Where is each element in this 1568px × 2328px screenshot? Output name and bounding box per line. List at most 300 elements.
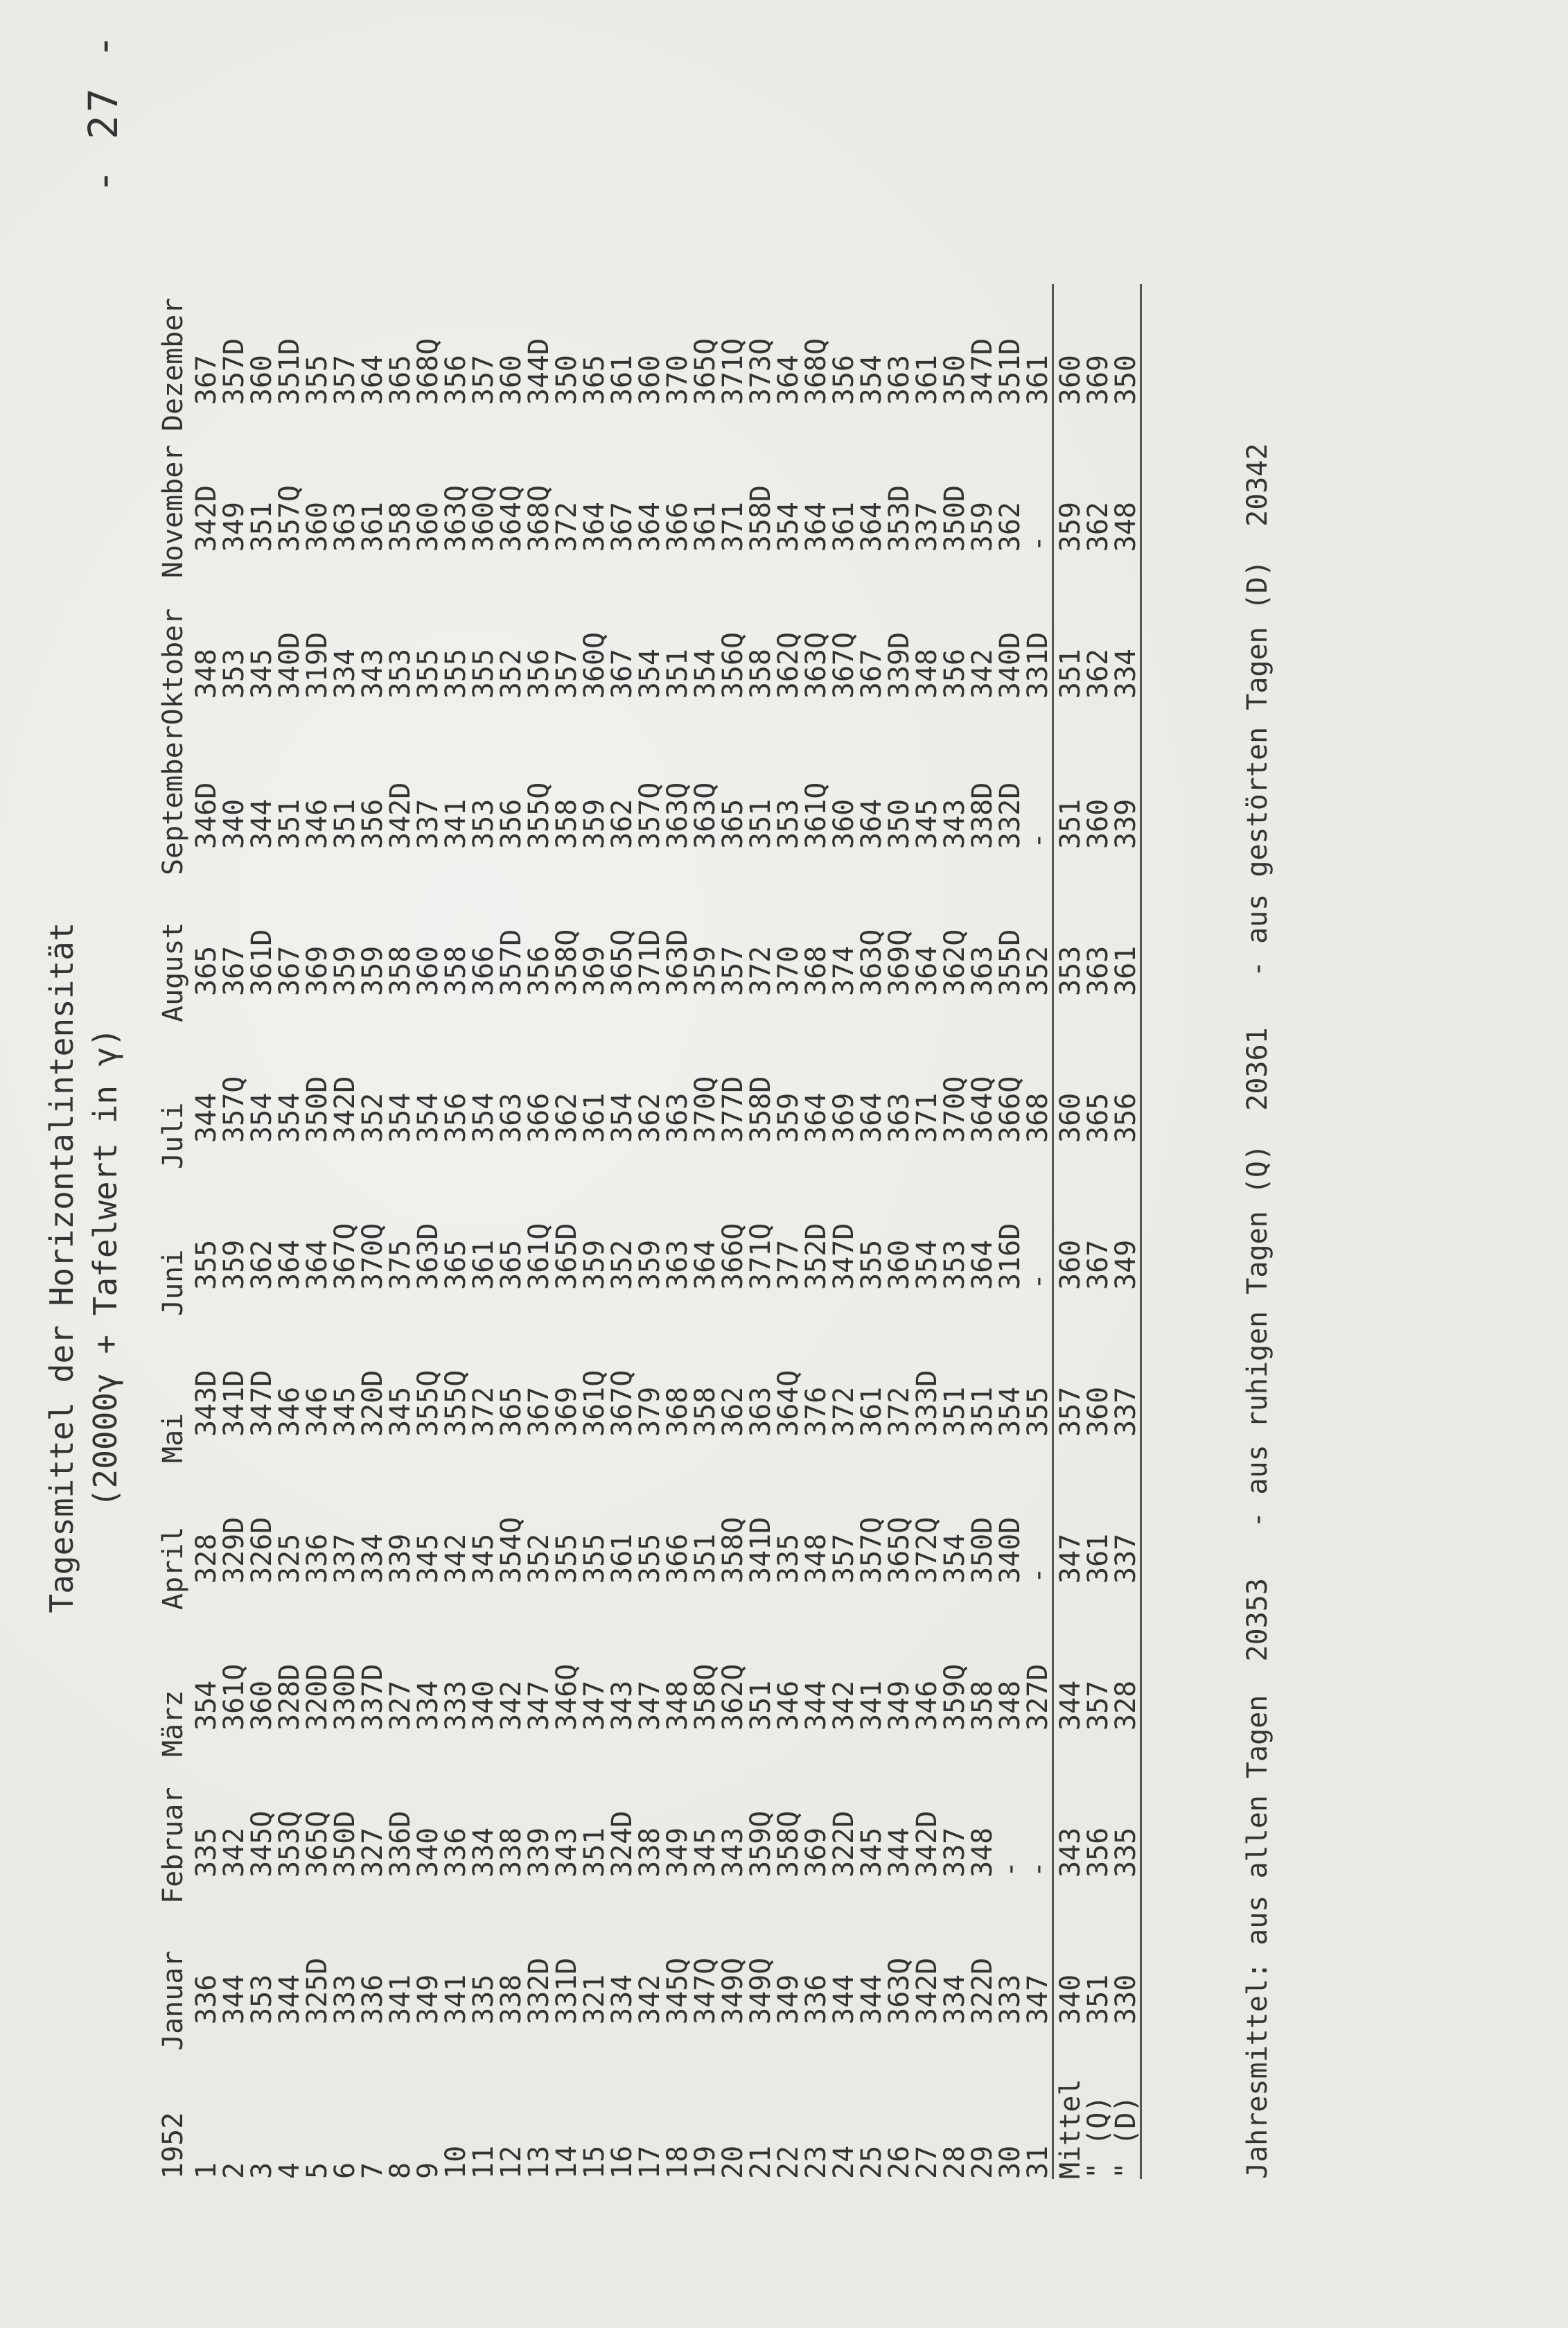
table-cell: 342 — [828, 1680, 860, 1731]
table-cell: 361Q — [579, 1369, 610, 1437]
table-cell: 336 — [357, 1974, 389, 2024]
table-cell: 335 — [1112, 1757, 1141, 1904]
table-cell: 360 — [412, 945, 444, 996]
table-cell: 345 — [246, 649, 278, 699]
table-cell: 357 — [1082, 1680, 1114, 1731]
table-cell: 344 — [828, 1974, 860, 2024]
table-cell: 361 — [579, 1092, 610, 1143]
table-cell: 347Q — [689, 1957, 721, 2024]
table-cell: 364 — [967, 1239, 998, 1290]
table-cell: 361 — [357, 502, 389, 552]
day-label: 10 — [440, 2145, 472, 2179]
table-cell: 361 — [468, 1239, 500, 1290]
table-cell: 354 — [939, 1533, 971, 1584]
table-cell: 359Q — [939, 1663, 971, 1731]
table-cell: 345 — [329, 1386, 361, 1437]
table-cell: 362Q — [773, 631, 804, 699]
table-cell: 355 — [856, 1239, 888, 1290]
table-cell: 329D — [218, 1516, 250, 1584]
table-cell: 364 — [357, 355, 389, 405]
table-cell: 364 — [856, 502, 888, 552]
table-cell: 358 — [967, 1680, 998, 1731]
table-cell: 357Q — [856, 1516, 888, 1584]
day-label: 31 — [1022, 2145, 1054, 2179]
table-cell: 343 — [1053, 1757, 1085, 1904]
table-cell: 370Q — [939, 1076, 971, 1143]
table-cell: 351 — [329, 798, 361, 849]
table-cell: 361 — [856, 1386, 888, 1437]
table-cell: 336 — [301, 1533, 333, 1584]
table-cell: 354 — [468, 1092, 500, 1143]
table-row — [387, 284, 414, 2179]
summary-row — [1112, 284, 1141, 2179]
table-cell: 357 — [468, 355, 500, 405]
table-cell: 371 — [911, 1092, 943, 1143]
month-header: November — [157, 444, 189, 579]
table-cell: 353Q — [274, 1810, 306, 1878]
table-cell: 355 — [301, 355, 333, 405]
table-cell: 361Q — [523, 1223, 555, 1290]
table-cell: 370 — [773, 945, 804, 996]
day-label: 15 — [579, 2145, 610, 2179]
table-cell: 349 — [662, 1827, 694, 1878]
table-cell: 345 — [412, 1533, 444, 1584]
table-body — [193, 284, 1141, 2179]
table-cell: 360Q — [579, 631, 610, 699]
table-cell: - — [1022, 1860, 1054, 1878]
table-cell: 336 — [191, 1974, 222, 2024]
table-cell: 340D — [274, 631, 306, 699]
table-cell: 333 — [440, 1680, 472, 1731]
table-cell: 343 — [717, 1827, 749, 1878]
month-header: Juli — [157, 1102, 189, 1169]
table-cell: 321 — [579, 1974, 610, 2024]
day-label: 4 — [274, 2162, 306, 2179]
table-row — [525, 284, 553, 2179]
day-label: 5 — [301, 2162, 333, 2179]
table-cell: 360 — [828, 798, 860, 849]
table-cell: 367 — [606, 502, 638, 552]
table-cell: 371Q — [745, 1223, 777, 1290]
table-cell: 328 — [1112, 1610, 1141, 1757]
table-cell: 370 — [662, 355, 694, 405]
month-header: April — [157, 1526, 189, 1610]
day-label: 18 — [662, 2145, 694, 2179]
table-cell: 351D — [274, 338, 306, 405]
table-cell: 367 — [606, 649, 638, 699]
table-cell: 327D — [1022, 1663, 1054, 1731]
table-cell: 372 — [745, 945, 777, 996]
table-cell: 366 — [662, 1533, 694, 1584]
table-cell: 344 — [800, 1680, 832, 1731]
table-cell: 355D — [994, 929, 1026, 996]
table-cell: 357 — [551, 649, 583, 699]
table-cell: 364 — [274, 1239, 306, 1290]
table-cell: 320D — [301, 1663, 333, 1731]
day-label: 28 — [939, 2145, 971, 2179]
table-row — [691, 284, 719, 2179]
table-cell: 370Q — [689, 1076, 721, 1143]
day-label: 12 — [495, 2145, 527, 2179]
table-cell: 333D — [911, 1369, 943, 1437]
table-cell: 360 — [1053, 1022, 1085, 1169]
table-cell: 354 — [911, 1239, 943, 1290]
table-cell: 327 — [385, 1680, 416, 1731]
table-cell: 351 — [745, 1680, 777, 1731]
table-cell: 356 — [440, 355, 472, 405]
table-cell: 364 — [800, 1092, 832, 1143]
table-cell: 322D — [828, 1810, 860, 1878]
table-cell: 337 — [939, 1827, 971, 1878]
table-cell: 353 — [468, 798, 500, 849]
table-cell: 360Q — [468, 484, 500, 552]
table-cell: 356Q — [717, 631, 749, 699]
day-label: 30 — [994, 2145, 1026, 2179]
table-cell: 361 — [1022, 355, 1054, 405]
table-cell: 338 — [634, 1827, 666, 1878]
table-cell: 343 — [551, 1827, 583, 1878]
table-cell: 355 — [579, 1533, 610, 1584]
table-cell: 342 — [440, 1533, 472, 1584]
table-row — [359, 284, 387, 2179]
table-cell: 332D — [994, 782, 1026, 849]
table-row — [303, 284, 331, 2179]
table-cell: 331D — [1022, 631, 1054, 699]
table-cell: 361D — [246, 929, 278, 996]
table-cell: 365 — [385, 355, 416, 405]
table-cell: 363Q — [883, 1957, 915, 2024]
table-cell: - — [1022, 1566, 1054, 1584]
table-cell: 347D — [828, 1223, 860, 1290]
table-cell: 340 — [1053, 1904, 1085, 2051]
table-cell: 341 — [440, 798, 472, 849]
table-cell: 369 — [551, 1386, 583, 1437]
table-cell: 333 — [329, 1974, 361, 2024]
table-cell: 358 — [385, 945, 416, 996]
table-cell: 366Q — [994, 1076, 1026, 1143]
day-label: 11 — [468, 2145, 500, 2179]
table-row — [664, 284, 691, 2179]
table-cell: 350 — [939, 355, 971, 405]
table-cell: 316D — [994, 1223, 1026, 1290]
table-cell: 364 — [911, 945, 943, 996]
table-cell: 368Q — [800, 338, 832, 405]
table-cell: 362 — [994, 502, 1026, 552]
table-row — [442, 284, 470, 2179]
table-cell: 369 — [828, 1092, 860, 1143]
table-cell: 356 — [495, 798, 527, 849]
table-cell: 359 — [579, 1239, 610, 1290]
table-cell: 355 — [191, 1239, 222, 1290]
summary-label: Mittel — [1053, 2051, 1085, 2179]
table-cell: 354 — [191, 1680, 222, 1731]
table-cell: 372 — [551, 502, 583, 552]
table-cell: 347 — [579, 1680, 610, 1731]
table-cell: 362 — [551, 1092, 583, 1143]
table-cell: 351 — [1082, 1974, 1114, 2024]
summary-label: " (Q) — [1082, 2095, 1114, 2179]
table-cell: 355Q — [412, 1369, 444, 1437]
table-cell: 360 — [1082, 798, 1114, 849]
table-cell: 341 — [385, 1974, 416, 2024]
day-label: 13 — [523, 2145, 555, 2179]
table-subtitle: (20000γ + Tafelwert in γ) — [87, 1027, 124, 1508]
table-cell: 361 — [1082, 1533, 1114, 1584]
table-cell: 338 — [495, 1827, 527, 1878]
table-cell: 332D — [523, 1957, 555, 2024]
table-cell: 362 — [246, 1239, 278, 1290]
table-cell: 359 — [1053, 431, 1085, 578]
table-cell: 351D — [994, 338, 1026, 405]
table-cell: 353 — [939, 1239, 971, 1290]
table-cell: 364 — [301, 1239, 333, 1290]
table-cell: 358 — [551, 798, 583, 849]
day-label: 9 — [412, 2162, 444, 2179]
table-cell: 362Q — [939, 929, 971, 996]
table-cell: 364 — [634, 502, 666, 552]
table-cell: 349 — [412, 1974, 444, 2024]
table-cell: 372 — [828, 1386, 860, 1437]
table-cell: 361 — [828, 502, 860, 552]
table-cell: 355 — [412, 649, 444, 699]
table-cell: 354 — [246, 1092, 278, 1143]
table-cell: 353 — [246, 1974, 278, 2024]
table-cell: 359 — [357, 945, 389, 996]
table-cell: 344 — [856, 1974, 888, 2024]
day-label: 3 — [246, 2162, 278, 2179]
table-cell: 319D — [301, 631, 333, 699]
table-cell: 359Q — [745, 1810, 777, 1878]
table-cell: 340 — [468, 1680, 500, 1731]
table-row — [636, 284, 664, 2179]
table-cell: 365Q — [606, 929, 638, 996]
table-cell: 336 — [440, 1827, 472, 1878]
table-cell: 377D — [717, 1076, 749, 1143]
page-number: - 27 - — [80, 31, 127, 193]
table-cell: 344 — [218, 1974, 250, 2024]
table-cell: 344D — [523, 338, 555, 405]
table-cell: 365Q — [883, 1516, 915, 1584]
table-cell: 347D — [967, 338, 998, 405]
table-cell: 357 — [717, 945, 749, 996]
table-cell: 344 — [883, 1827, 915, 1878]
table-cell: 360 — [634, 355, 666, 405]
table-cell: 344 — [191, 1092, 222, 1143]
month-header: September — [157, 725, 189, 875]
table-cell: 363D — [412, 1223, 444, 1290]
table-cell: 334 — [1112, 578, 1141, 725]
table-cell: 340D — [994, 631, 1026, 699]
table-cell: 320D — [357, 1369, 389, 1437]
table-cell: 352 — [495, 649, 527, 699]
table-row — [830, 284, 858, 2179]
table-cell: 368Q — [412, 338, 444, 405]
table-cell: 356 — [523, 945, 555, 996]
table-row — [553, 284, 581, 2179]
table-row — [331, 284, 359, 2179]
table-cell: 352D — [800, 1223, 832, 1290]
table-cell: 364Q — [967, 1076, 998, 1143]
table-cell: 355 — [440, 649, 472, 699]
table-cell: 349 — [1112, 1169, 1141, 1316]
table-cell: 350D — [939, 484, 971, 552]
table-cell: 357Q — [274, 484, 306, 552]
day-label: 1 — [191, 2162, 222, 2179]
table-cell: 337 — [1112, 1316, 1141, 1463]
table-cell: 335 — [773, 1533, 804, 1584]
table-cell: 343 — [939, 798, 971, 849]
table-cell: 327 — [357, 1827, 389, 1878]
table-cell: 348 — [1112, 431, 1141, 578]
table-cell: 338D — [967, 782, 998, 849]
table-cell: 342D — [191, 484, 222, 552]
table-cell: 363 — [883, 1092, 915, 1143]
table-cell: 351 — [1053, 725, 1085, 875]
table-cell: 375 — [385, 1239, 416, 1290]
table-cell: 372 — [883, 1386, 915, 1437]
table-cell: 365Q — [689, 338, 721, 405]
table-cell: 366Q — [717, 1223, 749, 1290]
month-header: August — [157, 922, 189, 1022]
table-cell: 342D — [329, 1076, 361, 1143]
table-cell: 351 — [579, 1827, 610, 1878]
table-cell: 354 — [274, 1092, 306, 1143]
table-cell: 349Q — [717, 1957, 749, 2024]
table-cell: 367 — [218, 945, 250, 996]
table-cell: 361 — [1112, 875, 1141, 1022]
table-cell: 345Q — [662, 1957, 694, 2024]
table-cell: 346 — [301, 798, 333, 849]
table-cell: 372Q — [911, 1516, 943, 1584]
table-cell: 344 — [1053, 1610, 1085, 1757]
table-cell: 373Q — [745, 338, 777, 405]
summary-label: " (D) — [1112, 2051, 1141, 2179]
annual-mean-all-days: Jahresmittel: aus allen Tagen 20353 — [1242, 1578, 1274, 2179]
table-cell: 354 — [385, 1092, 416, 1143]
table-cell: 371D — [634, 929, 666, 996]
table-cell: 350D — [329, 1810, 361, 1878]
table-cell: 361 — [911, 355, 943, 405]
table-cell: 358Q — [689, 1663, 721, 1731]
table-cell: 356 — [1112, 1022, 1141, 1169]
table-cell: 363 — [883, 355, 915, 405]
table-cell: 364Q — [495, 484, 527, 552]
table-cell: 330 — [1112, 1904, 1141, 2051]
table-cell: 336D — [385, 1810, 416, 1878]
table-cell: 367Q — [828, 631, 860, 699]
month-header: Februar — [157, 1787, 189, 1904]
table-cell: 356 — [1082, 1827, 1114, 1878]
table-cell: 359 — [967, 502, 998, 552]
table-cell: 365 — [191, 945, 222, 996]
table-cell: 348 — [967, 1827, 998, 1878]
table-cell: 356 — [523, 649, 555, 699]
table-cell: 348 — [911, 649, 943, 699]
table-row — [1024, 284, 1053, 2179]
month-header: Januar — [157, 1950, 189, 2051]
table-cell: 358 — [440, 945, 472, 996]
table-cell: 369 — [1082, 355, 1114, 405]
table-cell: 360 — [1082, 1386, 1114, 1437]
table-cell: 365Q — [301, 1810, 333, 1878]
table-row — [802, 284, 830, 2179]
table-cell: 362 — [1082, 502, 1114, 552]
day-label: 14 — [551, 2145, 583, 2179]
table-cell: 358Q — [551, 929, 583, 996]
table-cell: 350D — [967, 1516, 998, 1584]
table-cell: 359 — [689, 945, 721, 996]
month-header: Dezember — [157, 297, 189, 432]
table-cell: 364Q — [773, 1369, 804, 1437]
table-cell: 355Q — [440, 1369, 472, 1437]
table-cell: 341 — [440, 1974, 472, 2024]
month-header: März — [157, 1690, 189, 1757]
table-cell: 355 — [634, 1533, 666, 1584]
table-cell: 342 — [495, 1680, 527, 1731]
table-cell: 334 — [606, 1974, 638, 2024]
day-label: 20 — [717, 2145, 749, 2179]
table-cell: 342 — [634, 1974, 666, 2024]
table-cell: 360 — [301, 502, 333, 552]
table-cell: 353 — [218, 649, 250, 699]
table-cell: 337 — [911, 502, 943, 552]
table-cell: 356 — [440, 1092, 472, 1143]
table-cell: 347 — [1053, 1463, 1085, 1610]
table-cell: 363 — [329, 502, 361, 552]
table-cell: 353D — [883, 484, 915, 552]
table-cell: 371Q — [717, 338, 749, 405]
table-row — [414, 284, 442, 2179]
table-cell: 348 — [800, 1533, 832, 1584]
table-cell: 322D — [967, 1957, 998, 2024]
table-cell: 365 — [1082, 1092, 1114, 1143]
table-cell: 363 — [967, 945, 998, 996]
table-cell: 364 — [856, 1092, 888, 1143]
table-cell: 347 — [1022, 1974, 1054, 2024]
table-cell: 336 — [800, 1974, 832, 2024]
table-cell: 369 — [579, 945, 610, 996]
day-label: 24 — [828, 2145, 860, 2179]
day-label: 2 — [218, 2162, 250, 2179]
table-cell: 354 — [689, 649, 721, 699]
table-cell: 328 — [191, 1533, 222, 1584]
table-cell: 363Q — [662, 782, 694, 849]
table-cell: 346Q — [551, 1663, 583, 1731]
table-cell: 345 — [856, 1827, 888, 1878]
table-cell: 345Q — [246, 1810, 278, 1878]
table-cell: 351 — [745, 798, 777, 849]
table-cell: 365 — [440, 1239, 472, 1290]
month-header: Mai — [157, 1412, 189, 1463]
table-cell: 354 — [606, 1092, 638, 1143]
table-cell: 335 — [191, 1827, 222, 1878]
table-cell: 366 — [468, 945, 500, 996]
day-label: 6 — [329, 2162, 361, 2179]
table-row — [775, 284, 802, 2179]
table-cell: 340 — [218, 798, 250, 849]
table-cell: 345 — [911, 798, 943, 849]
table-cell: 365 — [495, 1386, 527, 1437]
table-cell: 379 — [634, 1386, 666, 1437]
table-row — [193, 284, 220, 2179]
table-cell: 355 — [1022, 1386, 1054, 1437]
table-cell: 368 — [662, 1386, 694, 1437]
day-label: 21 — [745, 2145, 777, 2179]
table-cell: 354 — [994, 1386, 1026, 1437]
table-cell: 337 — [412, 798, 444, 849]
table-cell: 352 — [357, 1092, 389, 1143]
table-cell: 343 — [357, 649, 389, 699]
